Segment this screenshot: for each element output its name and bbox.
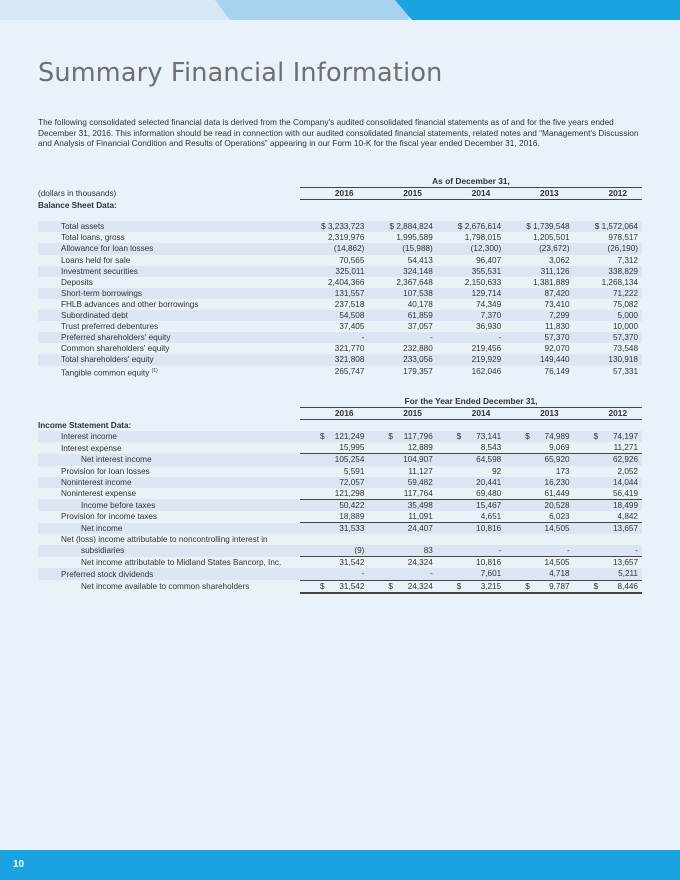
cell-value: $ 31,542 <box>300 580 368 593</box>
cell-value: 57,331 <box>612 367 638 377</box>
cell-value: 73,410 <box>544 299 570 309</box>
row-label: Common shareholders' equity <box>61 344 170 354</box>
cell-value: 265,747 <box>334 367 365 377</box>
table-row <box>38 431 642 442</box>
row-label: Net interest income <box>81 455 152 465</box>
cell-value: - <box>574 545 642 557</box>
footnote-marker: (1) <box>151 367 158 374</box>
row-label: Subordinated debt <box>61 311 128 321</box>
table-row <box>38 511 642 523</box>
balance-super-header-row <box>38 176 642 188</box>
dollar-sign: $ <box>320 581 325 591</box>
cell-value: 4,842 <box>574 511 642 523</box>
cell-value: 321,808 <box>334 355 365 365</box>
year-header: 2014 <box>437 188 505 200</box>
cell-value: 72,057 <box>339 477 365 487</box>
cell-value: 37,057 <box>407 322 433 332</box>
cell-value: 3,062 <box>549 255 570 265</box>
cell-value: 149,440 <box>539 355 570 365</box>
cell-value: 162,046 <box>471 367 502 377</box>
cell-value: (15,988) <box>402 244 433 254</box>
cell-value: $ 74,197 <box>593 432 638 442</box>
year-header: 2012 <box>574 408 642 420</box>
table-row <box>38 277 642 288</box>
cell-value: 13,657 <box>612 524 638 534</box>
cell-value: $ 2,884,824 <box>389 222 433 232</box>
cell-value: (23,672) <box>539 244 570 254</box>
page-title: Summary Financial Information <box>38 58 443 88</box>
cell-value: 2,319,976 <box>327 233 365 243</box>
cell-value: 173 <box>555 466 570 476</box>
page-number: 10 <box>13 859 25 870</box>
income-super-header: For the Year Ended December 31, <box>300 396 642 408</box>
cell-value: $ 73,141 <box>456 432 502 442</box>
cell-value: $ 74,989 <box>525 432 570 442</box>
cell-value: 355,531 <box>471 266 502 276</box>
cell-value: 131,557 <box>334 288 365 298</box>
units-label: (dollars in thousands) <box>38 189 117 199</box>
cell-value: 13,657 <box>612 558 638 568</box>
cell-value: 56,419 <box>574 488 642 500</box>
row-label: Total assets <box>61 222 105 232</box>
cell-value: 59,482 <box>407 477 433 487</box>
cell-value: 121,298 <box>300 488 368 500</box>
cell-value: 62,926 <box>612 455 638 465</box>
row-label: Total shareholders' equity <box>61 355 154 365</box>
cell-value: 232,880 <box>403 344 433 354</box>
cell-value: (9) <box>300 545 368 557</box>
cell-value: 36,930 <box>476 322 502 332</box>
year-header: 2016 <box>300 188 368 200</box>
cell-value: 11,127 <box>408 466 433 476</box>
cell-value: 1,381,889 <box>533 277 570 287</box>
dollar-sign: $ <box>456 432 462 442</box>
cell-value: 5,591 <box>343 466 365 476</box>
cell-value <box>368 534 436 545</box>
cell-value: $ 121,249 <box>320 432 365 442</box>
cell-value: 10,816 <box>476 524 502 534</box>
table-row <box>38 366 642 379</box>
cell-value: 61,859 <box>407 311 433 321</box>
cell-value: 219,456 <box>471 344 502 354</box>
cell-value: 18,499 <box>612 500 638 510</box>
cell-value: (14,862) <box>333 244 365 254</box>
row-label: Preferred stock dividends <box>61 569 154 579</box>
year-header: 2016 <box>300 408 368 420</box>
cell-value: $ 1,739,548 <box>526 222 570 232</box>
cell-value: 1,268,134 <box>601 277 638 287</box>
cell-value: 324,148 <box>403 266 433 276</box>
cell-value: 219,929 <box>471 355 502 365</box>
cell-value: 5,000 <box>617 311 638 321</box>
cell-value: - <box>430 333 433 343</box>
table-row <box>38 488 642 500</box>
cell-value: $ 1,572,064 <box>594 222 638 232</box>
dollar-sign: $ <box>456 581 462 591</box>
cell-value: 37,405 <box>339 322 365 332</box>
top-decor-bar <box>0 0 680 20</box>
cell-value: $ 3,233,723 <box>321 222 365 232</box>
cell-value: 64,598 <box>476 455 502 465</box>
cell-value: 50,422 <box>339 500 365 510</box>
cell-value: 20,528 <box>544 500 570 510</box>
balance-super-header: As of December 31, <box>300 176 642 188</box>
cell-value: 1,995,589 <box>396 233 433 243</box>
table-row <box>38 557 642 569</box>
balance-year-header-row <box>38 188 642 200</box>
year-header: 2015 <box>368 408 436 420</box>
cell-value: 5,211 <box>574 568 642 580</box>
cell-value: 7,312 <box>617 255 638 265</box>
row-label: Net income attributable to Midland States Bancorp, Inc. <box>81 558 282 568</box>
table-row <box>38 243 642 254</box>
cell-value: $ 9,787 <box>505 580 573 593</box>
cell-value: 321,770 <box>334 344 365 354</box>
cell-value: 57,370 <box>544 333 570 343</box>
row-label: FHLB advances and other borrowings <box>61 299 199 309</box>
cell-value: 83 <box>368 545 436 557</box>
cell-value: 54,413 <box>407 255 433 265</box>
year-header: 2015 <box>368 188 436 200</box>
cell-value: 7,370 <box>480 311 502 321</box>
dollar-sign: $ <box>525 581 530 591</box>
cell-value: 14,044 <box>612 477 638 487</box>
section-header: Income Statement Data: <box>38 421 132 431</box>
cell-value: 73,548 <box>612 344 638 354</box>
cell-value: 10,000 <box>612 322 638 332</box>
cell-value: 237,518 <box>334 299 365 309</box>
dollar-sign: $ <box>593 432 599 442</box>
cell-value: 65,920 <box>544 455 570 465</box>
cell-value: 7,601 <box>437 568 505 580</box>
cell-value: 325,011 <box>335 266 365 276</box>
cell-value: $ 24,324 <box>368 580 436 593</box>
cell-value: 107,538 <box>403 288 433 298</box>
table-row <box>38 454 642 466</box>
cell-value: 105,254 <box>334 455 365 465</box>
table-row <box>38 568 642 580</box>
cell-value: 16,230 <box>544 477 570 487</box>
table-row <box>38 310 642 321</box>
cell-value <box>574 534 642 545</box>
cell-value: 74,349 <box>476 299 502 309</box>
dollar-sign: $ <box>320 432 325 442</box>
cell-value: $ 3,215 <box>437 580 505 593</box>
table-row <box>38 580 642 593</box>
cell-value: 76,149 <box>544 367 570 377</box>
income-statement-table <box>38 396 642 594</box>
cell-value: $ 2,676,614 <box>457 222 502 232</box>
balance-sheet-table <box>38 176 642 378</box>
cell-value: - <box>498 333 502 343</box>
cell-value: - <box>300 568 368 580</box>
cell-value: 2,367,648 <box>396 277 433 287</box>
cell-value: 10,816 <box>476 558 502 568</box>
table-row <box>38 523 642 535</box>
row-label: Tangible common equity $^{(1)}$ <box>61 367 158 378</box>
cell-value: 1,798,015 <box>464 233 502 243</box>
cell-value: 70,565 <box>339 255 365 265</box>
year-header: 2014 <box>437 408 505 420</box>
cell-value: 92 <box>492 466 502 476</box>
table-row <box>38 299 642 310</box>
table-row <box>38 343 642 354</box>
cell-value: 104,907 <box>403 455 433 465</box>
table-row <box>38 266 642 277</box>
year-header: 2012 <box>574 188 642 200</box>
dollar-sign: $ <box>388 432 393 442</box>
cell-value: 96,407 <box>476 255 502 265</box>
table-row <box>38 545 642 557</box>
row-label: Trust preferred debentures <box>61 322 159 332</box>
table-row <box>38 442 642 454</box>
row-label: Short-term borrowings <box>61 288 142 298</box>
cell-value: 233,056 <box>403 355 433 365</box>
cell-value: 18,889 <box>300 511 368 523</box>
cell-value: 87,420 <box>544 288 570 298</box>
cell-value: - <box>437 545 505 557</box>
cell-value: 61,449 <box>505 488 573 500</box>
table-row <box>38 477 642 488</box>
table-row <box>38 232 642 243</box>
row-label: Provision for income taxes <box>61 512 158 522</box>
cell-value: 978,517 <box>608 233 638 243</box>
table-row <box>38 221 642 232</box>
cell-value <box>437 534 505 545</box>
row-label: Total loans, gross <box>61 233 125 243</box>
cell-value: 24,324 <box>407 558 433 568</box>
row-label: Net income available to common shareholders <box>81 581 250 591</box>
section-header-row <box>38 200 642 212</box>
cell-value: 71,222 <box>612 288 638 298</box>
cell-value: 14,505 <box>544 558 570 568</box>
row-label: Provision for loan losses <box>61 466 150 476</box>
cell-value: 8,543 <box>437 442 505 454</box>
row-label: Deposits <box>61 277 93 287</box>
row-label: Income before taxes <box>81 500 156 510</box>
row-label: Investment securities <box>61 266 138 276</box>
cell-value: 2,404,366 <box>327 277 365 287</box>
cell-value: 20,441 <box>476 477 502 487</box>
row-label: subsidiaries <box>81 546 125 556</box>
income-super-header-row <box>38 396 642 408</box>
cell-value: 9,069 <box>505 442 573 454</box>
cell-value: 31,542 <box>339 558 365 568</box>
cell-value: 4,718 <box>505 568 573 580</box>
row-label: Noninterest expense <box>61 489 137 498</box>
cell-value: (26,190) <box>607 244 638 254</box>
cell-value: - <box>368 568 436 580</box>
cell-value <box>300 534 368 545</box>
cell-value: 35,498 <box>407 500 433 510</box>
cell-value: 24,407 <box>407 524 433 534</box>
dollar-sign: $ <box>593 581 599 591</box>
cell-value: 40,178 <box>407 299 433 309</box>
cell-value: - <box>361 333 365 343</box>
row-label: Net income <box>81 523 123 533</box>
table-row <box>38 332 642 343</box>
cell-value: 75,082 <box>612 299 638 309</box>
cell-value: 2,150,633 <box>464 277 502 287</box>
cell-value: 12,889 <box>368 442 436 454</box>
row-label: Noninterest income <box>61 477 132 487</box>
cell-value: 54,508 <box>339 311 365 321</box>
cell-value: 15,995 <box>300 442 368 454</box>
row-label: Interest income <box>61 432 117 442</box>
cell-value <box>505 534 573 545</box>
section-header: Balance Sheet Data: <box>38 201 117 211</box>
cell-value: $ 117,796 <box>388 432 433 442</box>
cell-value: 129,714 <box>471 288 502 298</box>
table-row <box>38 534 642 545</box>
cell-value: - <box>505 545 573 557</box>
row-label: Interest expense <box>61 443 122 453</box>
cell-value: 7,299 <box>549 311 570 321</box>
cell-value: 1,205,501 <box>533 233 570 243</box>
table-row <box>38 255 642 266</box>
row-label: Allowance for loan losses <box>61 244 154 254</box>
cell-value: 11,830 <box>545 322 570 332</box>
cell-value: 11,271 <box>574 442 642 454</box>
table-row <box>38 499 642 511</box>
cell-value: 2,052 <box>617 466 638 476</box>
intro-paragraph: The following consolidated selected financial data is derived from the Company's audited consolidated financial statements as of and for the five years ended December 31, 2016. This information should be read in connection with our audited consolidated financial statements, related notes and “Management's Discussion and Analysis of Financial Condition and Results of Operations” appearing in our Form 10-K for the fiscal year ended December 31, 2016. <box>38 117 639 149</box>
cell-value: (12,300) <box>470 244 502 254</box>
cell-value: 179,357 <box>403 367 433 377</box>
cell-value: 6,023 <box>505 511 573 523</box>
table-row <box>38 466 642 477</box>
dollar-sign: $ <box>525 432 530 442</box>
cell-value: 57,370 <box>612 333 638 343</box>
cell-value: 14,505 <box>544 524 570 534</box>
cell-value: 117,764 <box>368 488 436 500</box>
cell-value: $ 8,446 <box>574 580 642 593</box>
cell-value: 4,651 <box>437 511 505 523</box>
cell-value: 69,480 <box>437 488 505 500</box>
cell-value: 130,918 <box>608 355 638 365</box>
row-label: Preferred shareholders' equity <box>61 333 171 343</box>
footer-bar <box>0 850 680 880</box>
cell-value: 92,070 <box>544 344 570 354</box>
row-label: Net (loss) income attributable to noncontrolling interest in <box>61 535 268 545</box>
table-row <box>38 288 642 299</box>
cell-value: 15,467 <box>476 500 502 510</box>
cell-value: 31,533 <box>339 524 365 534</box>
cell-value: 11,091 <box>368 511 436 523</box>
cell-value: 338,829 <box>608 266 638 276</box>
year-header: 2013 <box>505 188 573 200</box>
table-row <box>38 354 642 365</box>
cell-value: 311,126 <box>540 266 570 276</box>
table-row <box>38 321 642 332</box>
row-label: Loans held for sale <box>61 255 131 265</box>
year-header: 2013 <box>505 408 573 420</box>
section-header-row <box>38 420 642 432</box>
income-year-header-row <box>38 408 642 420</box>
dollar-sign: $ <box>388 581 393 591</box>
